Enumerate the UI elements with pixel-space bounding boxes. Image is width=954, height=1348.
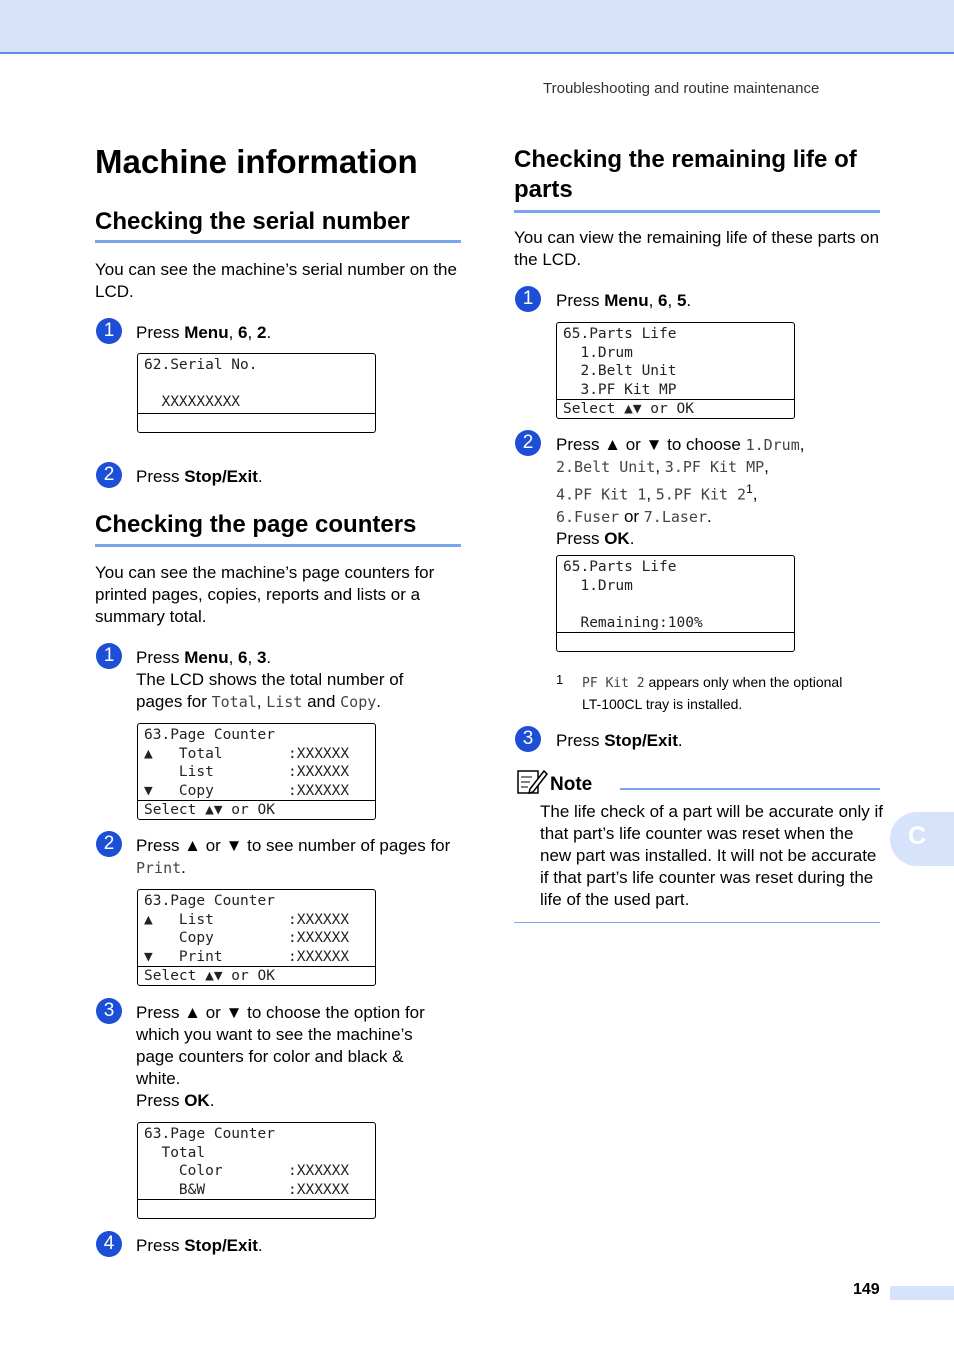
lcd-line: 3.PF Kit MP [563,381,677,398]
lcd-status-bar: Select ▲▼ or OK [557,399,794,418]
counters-step2-text: Press ▲ or ▼ to see number of pages for Print. [136,836,451,877]
lcd-line: Remaining:100% [563,614,703,631]
lcd-line: Total [144,1144,206,1161]
lcd-status-bar [557,632,794,651]
lcd-serial [137,353,376,433]
page-number: 149 [853,1281,880,1298]
serial-step2-text: Press Stop/Exit. [136,467,263,486]
lcd-line: 63.Page Counter [144,1126,275,1142]
lcd-status-bar: Select ▲▼ or OK [138,966,375,985]
parts-step1-text: Press Menu, 6, 5. [556,291,692,310]
serial-step1-text: Press Menu, 6, 2. [136,323,272,342]
lcd-line: 62.Serial No. [144,357,258,373]
step-number: 4 [96,1231,122,1257]
note-pencil-icon [516,767,548,797]
footnote-number: 1 [556,672,564,687]
running-header: Troubleshooting and routine maintenance [543,80,820,97]
lcd-line: ▲ List :XXXXXX [144,911,350,928]
step-number: 3 [515,726,541,752]
lcd-line: 65.Parts Life [563,559,677,575]
counters-step1-text: Press Menu, 6, 3. The LCD shows the total number of pages for Total, List and Copy. [136,648,404,711]
lcd-line: List :XXXXXX [144,764,350,780]
lcd-line: 63.Page Counter [144,727,275,743]
counters-intro: You can see the machine’s page counters for printed pages, copies, reports and lists or a summary total. [95,563,435,626]
step-number: 3 [96,998,122,1024]
note-body: The life check of a part will be accurate only if that part’s life counter was reset when the new part was installed. It will not be accurate if that part’s life counter was reset during the life of the used part. [540,802,883,909]
heading-serial-number: Checking the serial number [95,208,410,235]
lcd-line: ▼ Copy :XXXXXX [144,782,350,799]
serial-intro: You can see the machine’s serial number on the LCD. [95,260,457,301]
lcd-line: Color :XXXXXX [144,1163,350,1179]
step-number: 1 [96,643,122,669]
lcd-line: 1.Drum [563,577,633,594]
parts-step2-text: Press ▲ or ▼ to choose 1.Drum, 2.Belt Unit, 3.PF Kit MP, 4.PF Kit 1, 5.PF Kit $2^1$, 6.Fuser or 7.Laser. Press OK. [556,435,805,548]
parts-intro: You can view the remaining life of these parts on the LCD. [514,228,880,269]
step-number: 1 [96,318,122,344]
step-number: 2 [515,430,541,456]
heading-rule [95,240,461,243]
note-bottom-rule [514,922,880,923]
lcd-line: ▼ Print :XXXXXX [144,948,350,965]
heading-rule [514,210,880,213]
note-rule [620,788,880,790]
step-number: 1 [515,286,541,312]
lcd-line: 65.Parts Life [563,326,677,342]
heading-remaining-life: Checking the remaining life of parts [514,146,857,203]
lcd-line: 63.Page Counter [144,893,275,909]
step-number: 2 [96,462,122,488]
top-band [0,0,954,54]
lcd-page-counter-3 [137,1122,376,1219]
parts-step3-text: Press Stop/Exit. [556,731,683,750]
counters-step4-text: Press Stop/Exit. [136,1236,263,1255]
lcd-line: Copy :XXXXXX [144,930,350,946]
counters-step3-text: Press ▲ or ▼ to choose the option for which you want to see the machine’s page counters for color and black & white. Press OK. [136,1003,425,1110]
lcd-status-bar [138,413,375,432]
step-number: 2 [96,831,122,857]
chapter-tab: C [890,812,954,866]
lcd-line: XXXXXXXXX [144,394,241,410]
lcd-line [144,375,369,394]
page-number-bar [890,1286,954,1300]
note-title: Note [550,774,593,795]
heading-rule [95,544,461,547]
lcd-parts-life-1 [556,322,795,419]
heading-page-counters: Checking the page counters [95,511,417,538]
lcd-line: B&W :XXXXXX [144,1181,350,1198]
page-title: Machine information [95,143,418,180]
lcd-status-bar [138,1199,375,1218]
lcd-status-bar: Select ▲▼ or OK [138,800,375,819]
lcd-line: 1.Drum [563,344,633,361]
lcd-line: ▲ Total :XXXXXX [144,745,350,762]
footnote-text: PF Kit 2 appears only when the optional LT-100CL tray is installed. [582,674,843,712]
lcd-parts-life-2 [556,555,795,652]
lcd-line [563,595,788,614]
lcd-line: 2.Belt Unit [563,363,677,379]
lcd-page-counter-1 [137,723,376,820]
lcd-page-counter-2 [137,889,376,986]
